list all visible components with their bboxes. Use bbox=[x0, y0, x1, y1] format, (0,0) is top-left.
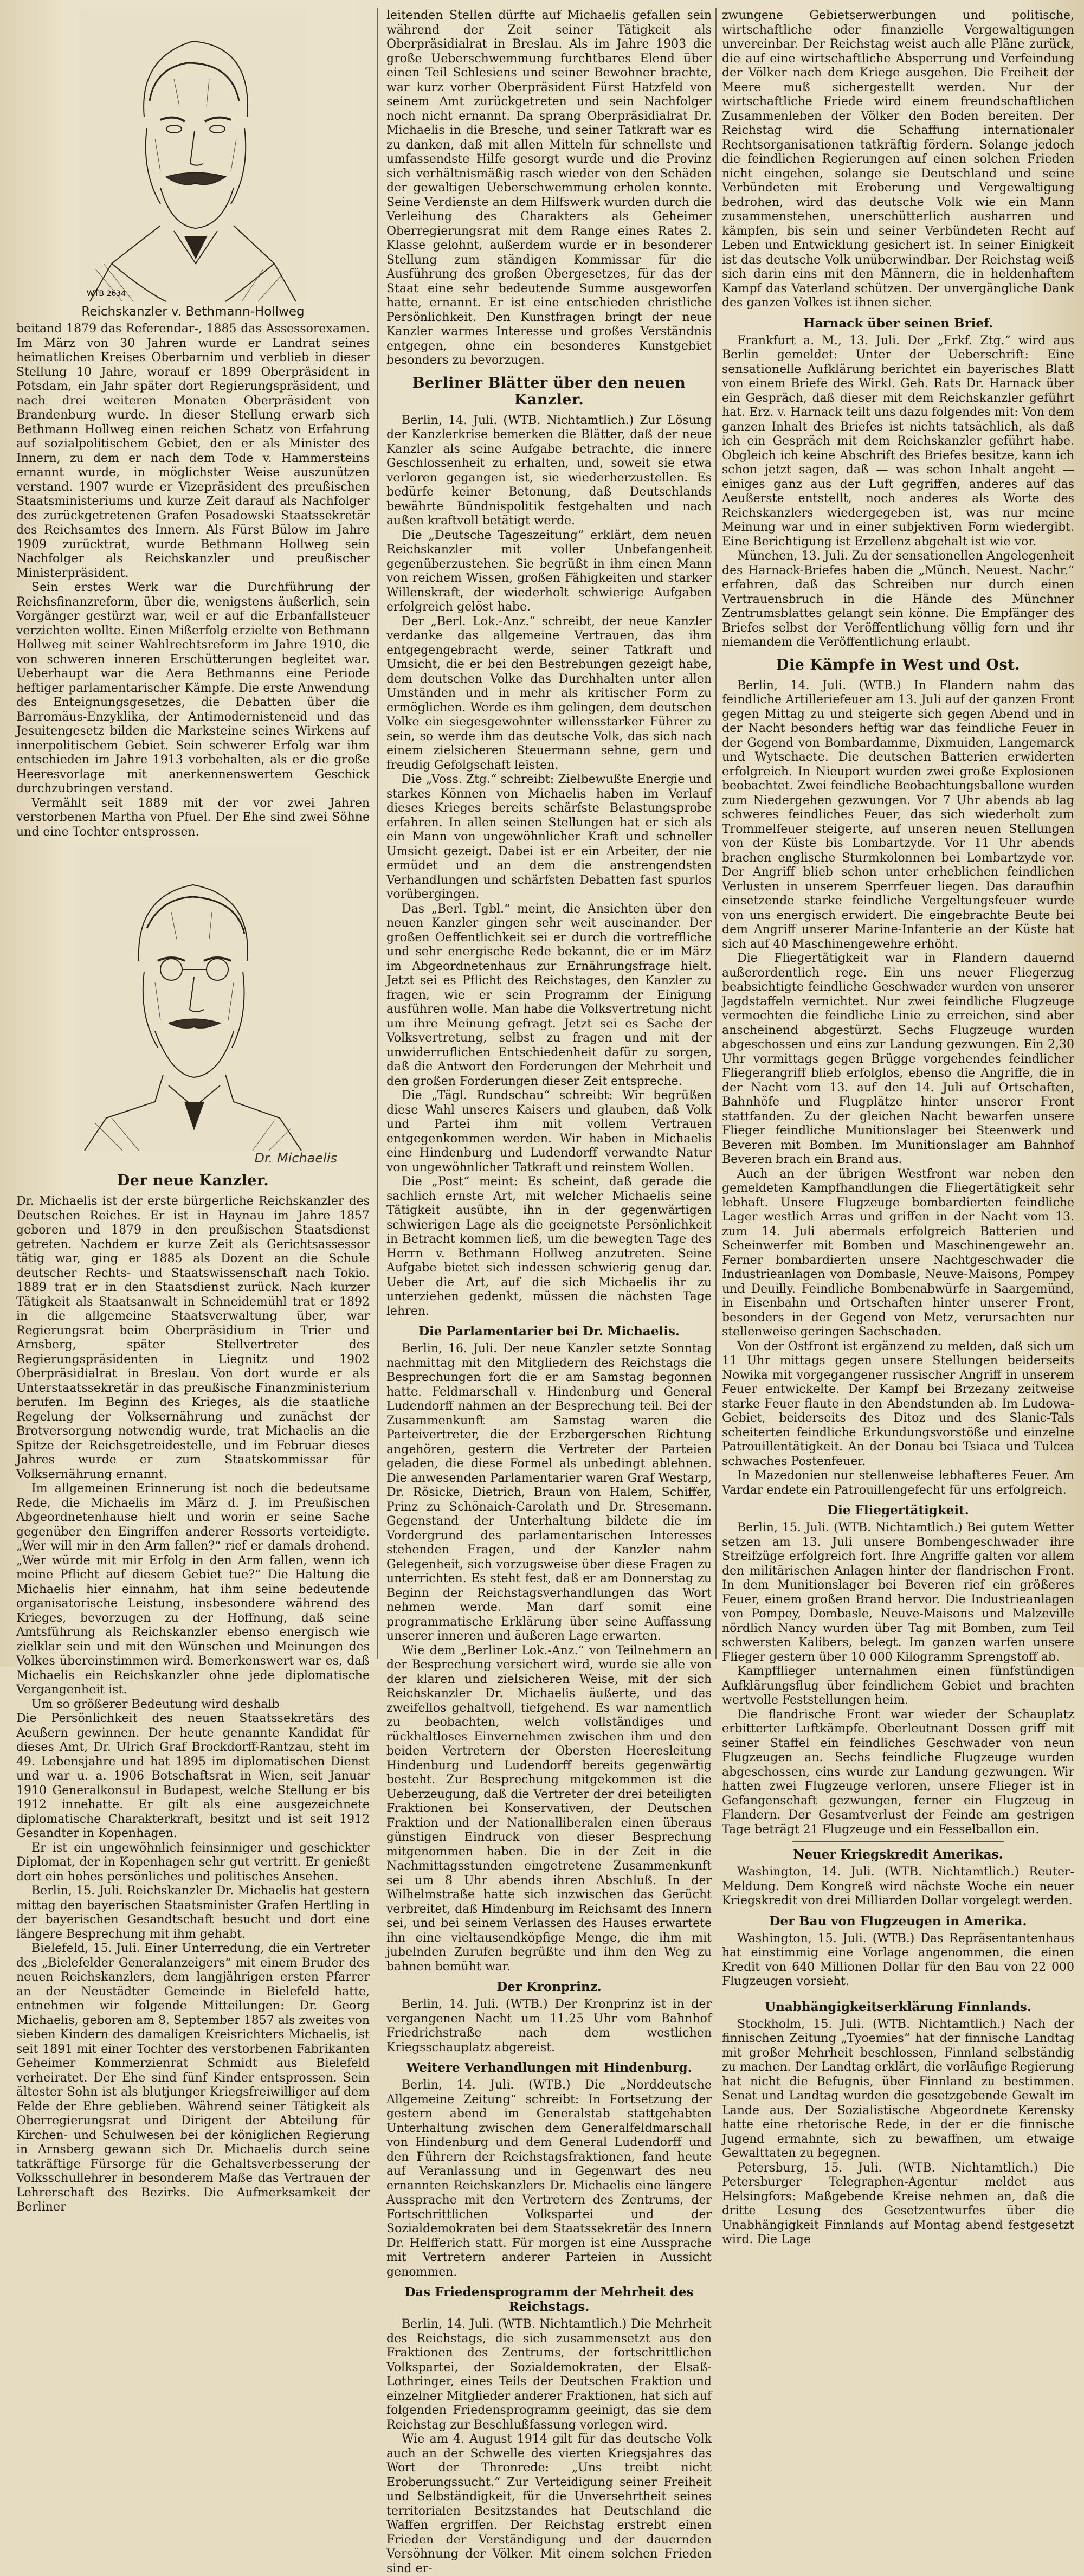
article-paragraph: Die „Post“ meint: Es scheint, daß gerade die sachlich ernste Art, mit welcher Michaelis seine Tätigkeit ausübte, ihn in der gegenwärtigen schwierigen Lage als die geeignetste Persönlichkeit in Betracht kommen ließ, um die bewegten Tage des Herrn v. Bethmann Hollweg anzutreten. Seine Aufgabe bietet sich indessen schwierig genug dar. Ueber die Art, auf die sich Michaelis ihr zu unterziehen gedenkt, müssen die nächsten Tage lehren. bbox=[386, 1175, 712, 1318]
heading-battles: Die Kämpfe in West und Ost. bbox=[776, 656, 1021, 673]
heading-new-chancellor: Der neue Kanzler. bbox=[117, 1172, 269, 1189]
article-paragraph: Er ist ein ungewöhnlich feinsinniger und geschickter Diplomat, der in Kopenhagen sehr gut vertritt. Er genießt dort ein hohes persönliches und politisches Ansehen. bbox=[16, 1841, 370, 1884]
article-paragraph: Stockholm, 15. Juli. (WTB. Nichtamtlich.) Nach der finnischen Zeitung „Tyoemies“ hat der finnische Landtag mit großer Mehrheit beschlossen, Finnland selbständig zu machen. Der Landtag erklärt, die vorläufige Regierung hat nicht die Befugnis, über Finnland zu bestimmen. Senat und Landtag wurden die gesetzgebende Gewalt im Lande aus. Der Sozialistische Abgeordnete Kerensky hatte eine rhetorische Rede, in der er die finnische Jugend ermahnte, sich zu bewaffnen, um etwaige Gewalttaten zu begegnen. bbox=[722, 2017, 1074, 2160]
heading-harnack: Harnack über seinen Brief. bbox=[803, 316, 993, 331]
column-rule bbox=[715, 8, 717, 1659]
column-1 bbox=[16, 9, 370, 2214]
article-paragraph: Berlin, 15. Juli. (WTB. Nichtamtlich.) Bei gutem Wetter setzen am 13. Juli unsere Bombengeschwader ihre Streifzüge erfolgreich fort. Ihre Angriffe galten vor allem den militärischen Anlagen hinter der flandrischen Front. In dem Munitionslager bei Beveren rief ein größeres Feuer, einem großen Brand hervor. Die Industrieanlagen von Pompey, Dombasle, Neuve-Maisons und Malzeville nördlich Nancy wurden über Tag mit Bomben, zum Teil schwersten Kalibers, belegt. Im ganzen warfen unsere Flieger gestern über 10 000 Kilogramm Sprengstoff ab. bbox=[722, 1521, 1074, 1664]
heading-hindenburg: Weitere Verhandlungen mit Hindenburg. bbox=[406, 2060, 692, 2075]
article-paragraph: Um so größerer Bedeutung wird deshalb bbox=[31, 1697, 280, 1711]
article-paragraph: leitenden Stellen dürfte auf Michaelis gefallen sein während der Zeit seiner Tätigkeit als Oberpräsidialrat in Breslau. Als im Jahre 1903 die große Ueberschwemmung furchtbares Elend über einen Teil Schlesiens und seiner Bewohner brachte, war kurz vorher Oberpräsident Fürst Hatzfeld von seinem Amt zurückgetreten und sein Nachfolger noch nicht ernannt. Da sprang Oberpräsidialrat Dr. Michaelis in die Bresche, und seiner Tatkraft war es zu danken, daß mit allen Mitteln für schnellste und umfassendste Hilfe gesorgt wurde und die Provinz sich verhältnismäßig rasch wieder von den Schäden der gewaltigen Ueberschwemmung erholen konnte. Seine Verdienste an dem Hilfswerk wurden durch die Verleihung des Charakters als Geheimer Oberregierungsrat mit dem Range eines Rates 2. Klasse gelohnt, außerdem wurde er in besonderer Stellung zum ständigen Kommissar für die Ausführung des großen Obergesetzes, für das der Staat eine sehr bedeutende Summe ausgeworfen hatte, ernannt. Er ist eine entschieden christliche Persönlichkeit. Den Kunstfragen bringt der neue Kanzler warmes Interesse und großes Verständnis entgegen, ohne ein besonderes Kunstgebiet besonders zu bevorzugen. bbox=[386, 9, 712, 367]
article-paragraph: Bielefeld, 15. Juli. Einer Unterredung, die ein Vertreter des „Bielefelder Generalanzeigers“ mit einem Bruder des neuen Reichskanzlers, dem langjährigen ersten Pfarrer an der Neustädter Gemeinde in Bielefeld hatte, entnehmen wir folgende Mitteilungen: Dr. Georg Michaelis, geboren am 8. September 1857 als zweites von sieben Kindern des damaligen Kreisrichters Michaelis, ist seit 1891 mit einer Tochter des verstorbenen Fabrikanten Geheimer Kommerzienrat Schmidt aus Bielefeld verheiratet. Der Ehe sind fünf Kinder entsprossen. Sein ältester Sohn ist als blutjunger Kriegsfreiwilliger auf dem Felde der Ehre geblieben. Während seiner Tätigkeit als Oberregierungsrat und Dirigent der Abteilung für Kirchen- und Schulwesen bei der königlichen Regierung in Arnsberg gewann sich Dr. Michaelis durch seine tatkräftige Fürsorge für die Gehaltsverbesserung der Volksschullehrer in besonderem Maße das Vertrauen der Lehrerschaft des Bezirks. Die Aufmerksamkeit der Berliner bbox=[16, 1942, 370, 2214]
heading-parliamentarians: Die Parlamentarier bei Dr. Michaelis. bbox=[418, 1324, 680, 1339]
column-2 bbox=[386, 9, 712, 2575]
article-paragraph: Die „Deutsche Tageszeitung“ erklärt, dem neuen Reichskanzler mit voller Unbefangenheit gegenüberzustehen. Sie begrüßt in ihm einen Mann von reichem Wissen, großen Fähigkeiten und starker Willenskraft, der wiederholt schwierige Aufgaben erfolgreich gelöst habe. bbox=[386, 528, 712, 614]
bio-paragraph: beitand 1879 das Referendar-, 1885 das Assessorexamen. Im März von 30 Jahren wurde er Landrat seines heimatlichen Kreises Oberbarnim und verblieb in dieser Stellung 10 Jahre, worauf er 1899 Oberpräsident in Potsdam, ein Jahr später dort Regierungspräsident, und nach drei weiteren Monaten Oberpräsident von Brandenburg wurde. In dieser Stellung erwarb sich Bethmann Hollweg einen reichen Schatz von Erfahrung auf sozialpolitischem Gebiet, den er als Minister des Innern, zu dem er nach dem Tode v. Hammersteins ernannt wurde, in möglichster Weise auszunützen verstand. 1907 wurde er Vizepräsident des preußischen Staatsministeriums und kurze Zeit darauf als Nachfolger des zurückgetretenen Grafen Posadowski Staatssekretär des Reichsamtes des Innern. Als Fürst Bülow im Jahre 1909 zurücktrat, wurde Bethmann Hollweg sein Nachfolger als Reichskanzler und preußischer Ministerpräsident. bbox=[16, 322, 370, 580]
heading-aircraft-construction: Der Bau von Flugzeugen in Amerika. bbox=[769, 1913, 1027, 1929]
article-paragraph: Berlin, 14. Juli. (WTB. Nichtamtlich.) Die Mehrheit des Reichstags, die sich zusammensetzt aus den Fraktionen des Zentrums, der fortschrittlichen Volkspartei, der Sozialdemokraten, der Elsaß-Lothringer, eines Teils der Deutschen Fraktion und einzelner Mitglieder anderer Fraktionen, hat sich auf folgenden Friedensprogramm geeinigt, das sie dem Reichstag zur Beschlußfassung vorlegen wird. bbox=[386, 2317, 712, 2432]
photo-credit: WTB 2634 bbox=[87, 290, 126, 298]
bethmann-hollweg-portrait bbox=[79, 9, 307, 301]
column-3 bbox=[722, 9, 1074, 2246]
article-paragraph: Die „Tägl. Rundschau“ schreibt: Wir begrüßen diese Wahl unseres Kaisers und glauben, daß Volk und Partei ihm mit vollem Vertrauen entgegenkommen werden. Wir haben in Michaelis eine Hindenburg und Ludendorff verwandte Natur von ungewöhnlicher Tatkraft und reinstem Wollen. bbox=[386, 1089, 712, 1174]
article-paragraph: Berlin, 14. Juli. (WTB.) In Flandern nahm das feindliche Artilleriefeuer am 13. Juli auf der ganzen Front gegen Mittag zu und steigerte sich gegen Abend und in der Nacht besonders heftig war das feindliche Feuer in der Gegend von Bombardamme, Dixmuiden, Langemarck und Wytschaete. Die deutschen Batterien erwiderten erfolgreich. In Nieuport wurden zwei große Explosionen beobachtet. Zwei feindliche Beobachtungsballone wurden zum Niedergehen gezwungen. Vor 7 Uhr abends ab lag schweres feindliches Feuer, das sich wiederholt zum Trommelfeuer steigerte, auf unseren neuen Stellungen von der Küste bis Lombartzyde. Vor 11 Uhr abends brachen englische Sturmkolonnen bei Lombartzyde vor. Der Angriff blieb schon unter erheblichen feindlichen Verlusten in unserem Sperrfeuer liegen. Das daraufhin einsetzende starke feindliche Vergeltungsfeuer wurde von uns energisch erwidert. Die eingebrachte Beute bei dem Angriff unserer Marine-Infanterie an der Küste hat sich auf 40 Maschinengewehre erhöht. bbox=[722, 678, 1074, 951]
heading-war-credit: Neuer Kriegskredit Amerikas. bbox=[793, 1847, 1003, 1862]
heading-press-reactions: Berliner Blätter über den neuen Kanzler. bbox=[412, 374, 686, 408]
article-paragraph: Von der Ostfront ist ergänzend zu melden, daß sich um 11 Uhr mittags gegen unsere Stellungen beiderseits Nowika mit vorgegangener russischer Angriff in unserem Feuer entwickelte. Der Kampf bei Brzezany zeitweise starke Feuer flaute in den Abendstunden ab. Im Ludowa-Gebiet, beiderseits des Ditoz und des Slanic-Tals scheiterten feindliche Erkundungsvorstöße und einzelne Patrouillentätigkeit. An der Donau bei Tsiaca und Tulcea schwaches Postenfeuer. bbox=[722, 1339, 1074, 1468]
bio-paragraph: Sein erstes Werk war die Durchführung der Reichsfinanzreform, über die, wenigstens äußerlich, sein Vorgänger gestürzt war, weil er auf die Erbanfallsteuer verzichten wollte. Einen Mißerfolg erzielte von Bethmann Hollweg mit seiner Wahlrechtsreform im Jahre 1910, die von schweren inneren Erschütterungen begleitet war. Ueberhaupt war die Aera Bethmanns eine Periode heftiger parlamentarischer Kämpfe. Die erste Anwendung des Enteignungsgesetzes, die Debatten über die Barromäus-Enzyklika, der Antimodernisteneid und das Jesuitengesetz bilden die Marksteine seines Wirkens auf innerpolitischem Gebiet. Sein schwerer Erfolg war ihm entschieden im Jahre 1913 vorbehalten, als er die große Heeresvorlage mit anerkennenswertem Geschick durchzubringen verstand. bbox=[16, 581, 370, 795]
article-paragraph: Das „Berl. Tgbl.“ meint, die Ansichten über den neuen Kanzler gingen sehr weit auseinander. Der großen Oeffentlichkeit sei er durch die vortreffliche und sehr energische Rede bekannt, die er im März im Abgeordnetenhaus zur Ernährungsfrage hielt. Jetzt sei es Pflicht des Reichstages, den Kanzler zu fragen, wie er sein Programm der Einigung ausführen wolle. Man habe die Volksvertretung nicht um ihre Meinung gefragt. Jetzt sei es Sache der Volksvertretung, selbst zu fragen und mit der unwiderruflichen Entschiedenheit dafür zu sorgen, daß die Antwort den Forderungen der Mehrheit und den großen Forderungen dieser Zeit entspreche. bbox=[386, 902, 712, 1088]
article-paragraph: Petersburg, 15. Juli. (WTB. Nichtamtlich.) Die Petersburger Telegraphen-Agentur meldet aus Helsingfors: Maßgebende Kreise nehmen an, daß die dritte Lesung des Gesetzentwurfes über die Unabhängigkeit Finnlands auf Montag abend festgesetzt wird. Die Lage bbox=[722, 2161, 1074, 2246]
article-paragraph: In Mazedonien nur stellenweise lebhafteres Feuer. Am Vardar endete ein Patrouillengefecht für uns erfolgreich. bbox=[722, 1469, 1074, 1497]
article-paragraph: Der „Berl. Lok.-Anz.“ schreibt, der neue Kanzler verdanke das allgemeine Vertrauen, das ihm entgegengebracht werde, seiner Tatkraft und Umsicht, die er bei den Bestrebungen gezeigt habe, dem deutschen Volke das Durchhalten unter allen Umständen und in mehr als kritischer Form zu ermöglichen. Werde es ihm gelingen, dem deutschen Volke ein siegesgewohnter willensstarker Führer zu sein, so werde ihm das deutsche Volk, das sich nach einem zielsicheren Steuermann sehne, gern und freudig Gefolgschaft leisten. bbox=[386, 614, 712, 772]
article-paragraph: Die Persönlichkeit des neuen Staatssekretärs des Aeußern gewinnen. Der heute genannte Kandidat für dieses Amt, Dr. Ulrich Graf Brockdorff-Rantzau, steht im 49. Lebensjahre und hat 1895 im diplomatischen Dienst und war u. a. 1906 Botschaftsrat in Wien, seit Januar 1910 Generalkonsul in Budapest, welche Stellung er bis 1912 innehatte. Er gilt als eine ausgezeichnete diplomatische Charakterkraft, besitzt und ist seit 1912 Gesandter in Kopenhagen. bbox=[16, 1712, 370, 1840]
column-rule bbox=[377, 8, 378, 1659]
article-paragraph: Washington, 15. Juli. (WTB.) Das Repräsentantenhaus hat einstimmig eine Vorlage angenommen, die einen Kredit von 640 Millionen Dollar für den Bau von 22 000 Flugzeugen vorsieht. bbox=[722, 1931, 1074, 1988]
article-paragraph: Berlin, 15. Juli. Reichskanzler Dr. Michaelis hat gestern mittag den bayerischen Staatsminister Grafen Hertling in der bayerischen Gesandtschaft besucht und dort eine längere Besprechung mit ihm gehabt. bbox=[16, 1884, 370, 1941]
article-paragraph: Auch an der übrigen Westfront war neben den gemeldeten Kampfhandlungen die Fliegertätigkeit sehr lebhaft. Unsere Flugzeuge bombardierten feindliche Lager westlich Arras und griffen in der Nacht vom 13. zum 14. Juli abermals erfolgreich Batterien und Scheinwerfer mit Bomben und Maschinengewehr an. Ferner bombardierten unsere Nachtgeschwader die Industrieanlagen von Dombasle, Neuve-Maisons, Pompey und Deuilly. Feindliche Bombenabwürfe in Saargemünd, in Eisenbahn und Ortschaften hinter unserer Front, besonders in der Gegend von Metz, verursachten nur stellenweise geringen Sachschaden. bbox=[722, 1167, 1074, 1339]
article-paragraph: Wie dem „Berliner Lok.-Anz.“ von Teilnehmern an der Besprechung versichert wird, wurde sie alle von der klaren und zielsicheren Weise, mit der sich Reichskanzler Dr. Michaelis äußerte, und das zweifellos gehaltvoll, tiefgehend. Es war namentlich zu beobachten, welch vollständiges und rückhaltloses Einvernehmen zwischen ihm und den beiden Vertretern der Obersten Heeresleitung Hindenburg und Ludendorff bereits gegenwärtig besteht. Zur Besprechung mitgekommen ist die Ueberzeugung, daß die Vertreter der drei beteiligten Fraktionen bei Konservativen, der Deutschen Fraktion und der Nationalliberalen einen überaus günstigen Eindruck von dieser Besprechung mitgenommen haben. Die in der Zeit in die Nachmittagsstunden eingetretene Zusammenkunft sei um 8 Uhr abends ihren Abschluß. In der Wilhelmstraße hatte sich inzwischen das Gerücht verbreitet, daß Hindenburg im Reichsamt des Innern sei, und bei seinem Verlassen des Hauses erwartete ihn eine vieltausendköpfige Menge, die ihm mit jubelnden Zurufen begrüßte und ihm den Weg zu bahnen bemüht war. bbox=[386, 1643, 712, 1974]
article-paragraph: Berlin, 16. Juli. Der neue Kanzler setzte Sonntag nachmittag mit den Mitgliedern des Reichstags die Besprechungen fort die er am Samstag begonnen hatte. Feldmarschall v. Hindenburg und General Ludendorff nahmen an der Besprechung teil. Bei der Zusammenkunft am Samstag waren die Parteivertreter, die der Erzbergerschen Richtung angehören, gestern die Vertreter der Parteien geladen, die diese Formel als unbedingt ablehnen. Die anwesenden Parlamentarier waren Graf Westarp, Dr. Rösicke, Dietrich, Braun von Halem, Schiffer, Prinz zu Schönaich-Carolath und Dr. Stresemann. Gegenstand der Unterhaltung bildete die im Vordergrund des parlamentarischen Interesses stehenden Fragen, und der Kanzler nahm Gelegenheit, sich vorzugsweise über diese Fragen zu unterrichten. Es steht fest, daß er am Donnerstag zu Beginn der Reichstagsverhandlungen das Wort nehmen werde. Man darf somit eine programmatische Erklärung über seine Auffassung unserer inneren und äußeren Lage erwarten. bbox=[386, 1342, 712, 1643]
portrait-signature-caption: Dr. Michaelis bbox=[254, 1151, 337, 1166]
article-paragraph: München, 13. Juli. Zu der sensationellen Angelegenheit des Harnack-Briefes haben die „Münch. Neuest. Nachr.“ erfahren, daß das Schreiben nur durch einen Vertrauensbruch in die Hände des Münchner Zentrumsblattes gelangt sein könne. Die Empfänger des Briefes selbst der Veröffentlichung völlig fern und ihr niemandem die Veröffentlichung erlaubt. bbox=[722, 549, 1074, 649]
section-divider bbox=[792, 1841, 1004, 1842]
article-paragraph: Berlin, 14. Juli. (WTB. Nichtamtlich.) Zur Lösung der Kanzlerkrise bemerken die Blätter, daß der neue Kanzler als seine Aufgabe betrachte, die innere Geschlossenheit zu erhalten, und, soweit sie etwa verloren gegangen ist, sie wiederherzustellen. Es bedürfe keiner Betonung, daß Deutschlands bewährte Bündnispolitik festgehalten und nach außen kraftvoll betätigt werde. bbox=[386, 413, 712, 528]
article-paragraph: Die „Voss. Ztg.“ schreibt: Zielbewußte Energie und starkes Können von Michaelis haben im Verlauf dieses Krieges bereits schärfste Belastungsprobe erfahren. In allen seinen Stellungen hat er sich als ein Mann von ungewöhnlicher Kraft und schneller Umsicht gezeigt. Dabei ist er ein Arbeiter, der nie ermüdet und an dem die anstrengendsten Verhandlungen und schärfsten Debatten fast spurlos vorübergingen. bbox=[386, 773, 712, 901]
article-paragraph: Wie am 4. August 1914 gilt für das deutsche Volk auch an der Schwelle des vierten Kriegsjahres das Wort der Thronrede: „Uns treibt nicht Eroberungssucht.“ Zur Verteidigung seiner Freiheit und Selbständigkeit, für die Unversehrtheit seines territorialen Besitzstandes hat Deutschland die Waffen ergriffen. Der Reichstag erstrebt einen Frieden der Verständigung und der dauernden Versöhnung der Völker. Mit einem solchen Frieden sind er- bbox=[386, 2432, 712, 2575]
article-paragraph: Die flandrische Front war wieder der Schauplatz erbitterter Luftkämpfe. Oberleutnant Dossen griff mit seiner Staffel ein feindliches Geschwader von neun Flugzeugen an. Sechs feindliche Flugzeuge wurden abgeschossen, eins wurde zur Landung gezwungen. Wir hatten zwei Flugzeuge verloren, unsere Flieger ist in Gefangenschaft gezwungen, ferner ein Flugzeug in Flandern. Der Gesamtverlust der Feinde am gestrigen Tage beträgt 21 Flugzeuge und ein Fesselballon ein. bbox=[722, 1707, 1074, 1836]
heading-peace-program: Das Friedensprogramm der Mehrheit des Reichstags. bbox=[404, 2285, 694, 2314]
heading-crown-prince: Der Kronprinz. bbox=[496, 1980, 602, 1994]
article-paragraph: Kampfflieger unternahmen einen fünfstündigen Aufklärungsflug über feindlichem Gebiet und brachten wertvolle Feststellungen heim. bbox=[722, 1665, 1074, 1707]
heading-finland-independence: Unabhängigkeitserklärung Finnlands. bbox=[765, 1999, 1031, 2014]
article-paragraph: Dr. Michaelis ist der erste bürgerliche Reichskanzler des Deutschen Reiches. Er ist in Haynau im Jahre 1857 geboren und 1879 in den preußischen Staatsdienst getreten. Nachdem er kurze Zeit als Gerichtsassessor tätig war, ging er 1885 als Dozent an die Schule deutscher Rechts- und Staatswissenschaft nach Tokio. 1889 trat er in den Staatsdienst zurück. Nach kurzer Tätigkeit als Staatsanwalt in Schneidemühl trat er 1892 in die allgemeine Staatsverwaltung über, war Regierungsrat beim Oberpräsidium in Trier und Arnsberg, später Stellvertreter des Regierungspräsidenten in Liegnitz und 1902 Oberpräsidialrat in Breslau. Von dort wurde er als Unterstaatssekretär in das preußische Finanzministerium berufen. Im Beginn des Krieges, als die staatliche Regelung der Volksernährung und zunächst der Brotversorgung notwendig wurde, trat Michaelis an die Spitze der Reichsgetreidestelle, und im Februar dieses Jahres wurde er zum Staatskommissar für Volksernährung ernannt. bbox=[16, 1194, 370, 1481]
michaelis-portrait bbox=[74, 847, 312, 1151]
article-paragraph: Im allgemeinen Erinnerung ist noch die bedeutsame Rede, die Michaelis im März d. J. im Preußischen Abgeordnetenhause hielt und worin er seine Sache gegenüber den Eingriffen anderer Ressorts verteidigte. „Wer will mir in den Arm fallen?“ rief er damals drohend. „Wer würde mit mir Erfolg in den Arm fallen, wenn ich meine Pflicht auf diesem Gebiet tue?“ Die Haltung die Michaelis hier einnahm, hat ihm seine bedeutende organisatorische Leistung, insbesondere während des Krieges, bevorzugen zu der Hoffnung, daß seine Amtsführung als Reichskanzler ebenso energisch wie zielklar sein und mit den Wünschen und Meinungen des Volkes übereinstimmen wird. Bemerkenswert war es, daß Michaelis ein Reichskanzler ohne jede diplomatische Vergangenheit ist. bbox=[16, 1482, 370, 1697]
article-paragraph: Frankfurt a. M., 13. Juli. Der „Frkf. Ztg.“ wird aus Berlin gemeldet: Unter der Ueberschrift: Eine sensationelle Aufklärung berichtet ein bayerisches Blatt von einem Briefe des Wirkl. Geh. Rats Dr. Harnack über ein Gespräch, daß dieser mit dem Reichskanzler geführt hat. Erz. v. Harnack teilt uns dazu folgendes mit: Von dem ganzen Inhalt des Briefes ist nichts tatsächlich, als daß ich ein Gespräch mit dem Reichskanzler geführt habe. Obgleich ich keine Abschrift des Briefes besitze, kann ich schon jetzt sagen, daß — was schon Inhalt angeht — einiges ganz aus der Luft gegriffen, anderes auf das Aeußerste entstellt, noch anderes als Worte des Reichskanzlers wiedergegeben ist, was nur meine Meinung war und in einer subjektiven Form wiedergibt. Eine Berichtigung ist Erzellenz abgehalt ist wie vor. bbox=[722, 333, 1074, 549]
heading-flyer-activity: Die Fliegertätigkeit. bbox=[827, 1503, 969, 1518]
article-paragraph: zwungene Gebietserwerbungen und politische, wirtschaftliche oder finanzielle Vergewaltigungen unvereinbar. Der Reichstag weist auch alle Pläne zurück, die auf eine wirtschaftliche Absperrung und Verfeindung der Völker nach dem Kriege ausgehen. Die Freiheit der Meere muß sichergestellt werden. Nur der wirtschaftliche Friede wird einem freundschaftlichen Zusammenleben der Völker den Boden bereiten. Der Reichstag wird die Schaffung internationaler Rechtsorganisationen tatkräftig fördern. Solange jedoch die feindlichen Regierungen auf einen solchen Frieden nicht eingehen, solange sie Deutschland und seine Verbündeten mit Eroberung und Vergewaltigung bedrohen, wird das deutsche Volk wie ein Mann zusammenstehen, unerschütterlich ausharren und kämpfen, bis sein und seiner Verbündeten Recht auf Leben und Entwicklung gesichert ist. In seiner Einigkeit ist das deutsche Volk unüberwindbar. Der Reichstag weiß sich darin eins mit den Männern, die in heldenhaftem Kampf das Vaterland schützen. Der unvergängliche Dank des ganzen Volkes ist ihnen sicher. bbox=[722, 9, 1074, 310]
article-paragraph: Die Fliegertätigkeit war in Flandern dauernd außerordentlich rege. Ein uns neuer Fliegerzug beabsichtigte feindliche Geschwader wurden von unserer Jagdstaffeln vernichtet. Nur zwei feindliche Flugzeuge vermochten die feindliche Linie zu erreichen, sind aber anscheinend abgestürzt. Sechs Flugzeuge wurden abgeschossen und eins zur Landung gezwungen. Ein 2,30 Uhr vormittags gegen Brügge vorgehendes feindlicher Fliegerangriff blieb erfolglos, ebenso die Angriffe, die in der Nacht vom 13. auf den 14. Juli auf Ortschaften, Bahnhöfe und Flugplätze hinter unserer Front stattfanden. Zu der gleichen Nacht bewarfen unsere Flieger feindliche Munitionslager bei Steenwerk und Beveren mit Bomben. Im Munitionslager am Bahnhof Beveren brach ein Brand aus. bbox=[722, 952, 1074, 1166]
article-paragraph: Berlin, 14. Juli. (WTB.) Der Kronprinz ist in der vergangenen Nacht um 11.25 Uhr vom Bahnhof Friedrichstraße nach dem westlichen Kriegsschauplatz abgereist. bbox=[386, 1997, 712, 2054]
article-paragraph: Berlin, 14. Juli. (WTB.) Die „Norddeutsche Allgemeine Zeitung“ schreibt: In Fortsetzung der gestern abend im Generalstab stattgehabten Unterhaltung zwischen dem Generalfeldmarschall von Hindenburg und dem General Ludendorff und den Führern der Reichstagsfraktionen, fand heute auf Veranlassung und in Gegenwart des neu ernannten Reichskanzlers Dr. Michaelis eine längere Aussprache mit den Vertretern des Zentrums, der Fortschrittlichen Volkspartei und der Sozialdemokraten bei dem Staatssekretär des Innern Dr. Helfferich statt. Für morgen ist eine Aussprache mit Vertretern anderer Parteien in Aussicht genommen. bbox=[386, 2078, 712, 2279]
article-paragraph: Washington, 14. Juli. (WTB. Nichtamtlich.) Reuter-Meldung. Dem Kongreß wird nächste Woche ein neuer Kriegskredit von drei Milliarden Dollar vorgelegt werden. bbox=[722, 1865, 1074, 1907]
portrait-caption: Reichskanzler v. Bethmann-Hollweg bbox=[81, 305, 305, 319]
bio-paragraph: Vermählt seit 1889 mit der vor zwei Jahren verstorbenen Martha von Pfuel. Der Ehe sind zwei Söhne und eine Tochter entsprossen. bbox=[16, 796, 370, 839]
